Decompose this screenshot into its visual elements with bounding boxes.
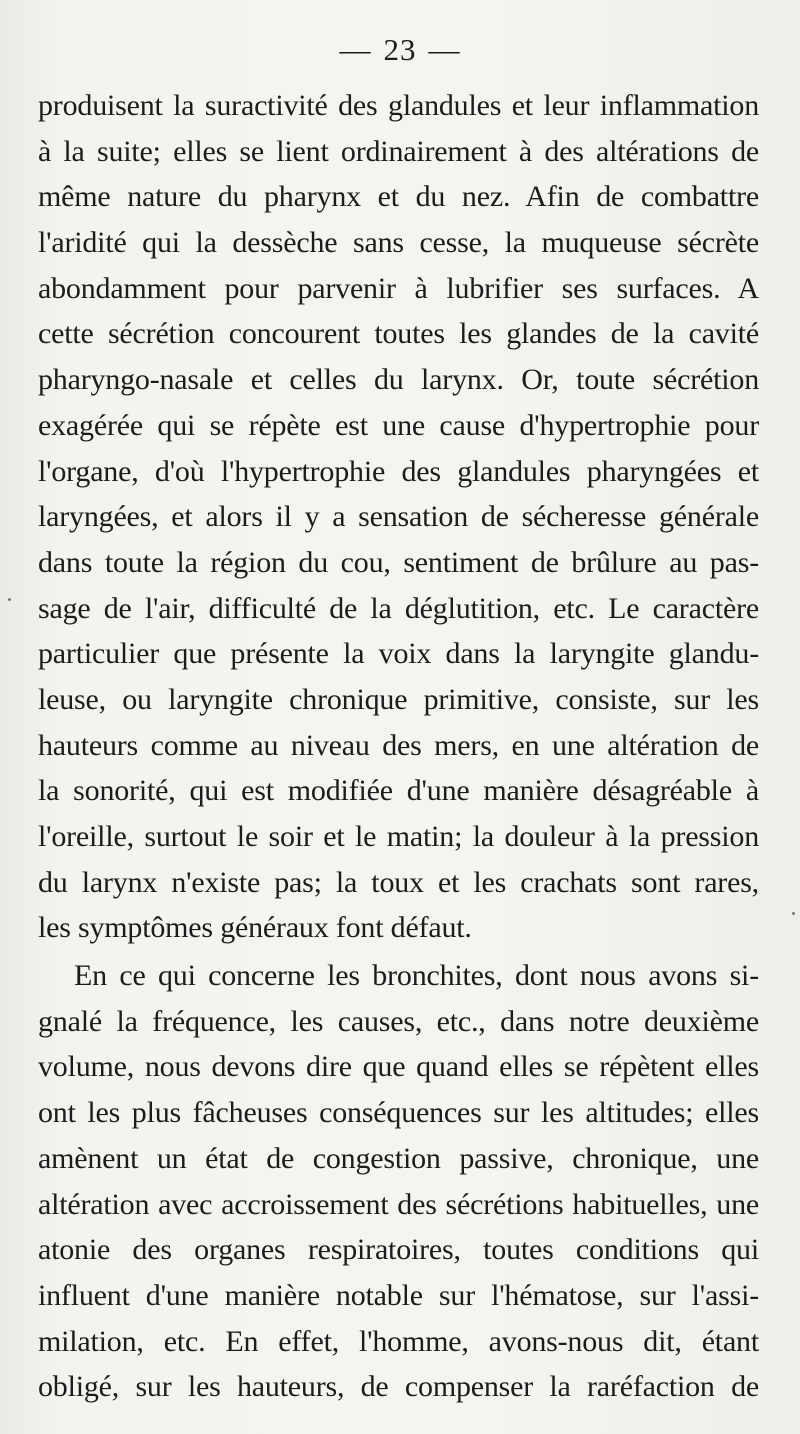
text-line: l'oreille, surtout le soir et le matin; la douleur à la pression bbox=[38, 820, 759, 853]
text-line: laryngées, et alors il y a sensation de sécheresse générale bbox=[38, 500, 759, 534]
text-line: les symptômes généraux font défaut. bbox=[38, 911, 472, 945]
paragraph-2 bbox=[38, 956, 759, 1413]
text-line: hauteurs comme au niveau des mers, en une altération de bbox=[38, 728, 759, 762]
page-number: 23 bbox=[383, 32, 417, 67]
text-line: leuse, ou laryngite chronique primitive, consiste, sur les bbox=[38, 682, 759, 716]
text-line: influent d'une manière notable sur l'hématose, sur l'assi- bbox=[38, 1278, 759, 1312]
text-line: abondamment pour parvenir à lubrifier ses surfaces. A bbox=[38, 271, 759, 305]
page-number-header bbox=[0, 30, 800, 70]
text-line: altération avec accroissement des sécrétions habituelles, une bbox=[38, 1187, 759, 1221]
text-line: volume, nous devons dire que quand elles se répètent elles bbox=[38, 1050, 759, 1084]
text-line: atonie des organes respiratoires, toutes conditions qui bbox=[38, 1233, 759, 1267]
text-line: sage de l'air, difficulté de la déglutition, etc. Le caractère bbox=[38, 591, 759, 625]
print-speck bbox=[792, 912, 795, 915]
folio-dash-left: — bbox=[339, 32, 372, 67]
text-line: gnalé la fréquence, les causes, etc., dans notre deuxième bbox=[38, 1004, 759, 1038]
text-line: particulier que présente la voix dans la laryngite glandu- bbox=[38, 637, 759, 671]
text-line: ont les plus fâcheuses conséquences sur les altitudes; elles bbox=[38, 1096, 759, 1130]
body-text bbox=[38, 86, 759, 1413]
text-line: l'aridité qui la dessèche sans cesse, la muqueuse sécrète bbox=[38, 226, 759, 260]
text-line: produisent la suractivité des glandules et leur inflammation bbox=[38, 89, 759, 122]
text-line: amènent un état de congestion passive, chronique, une bbox=[38, 1141, 759, 1175]
text-line: exagérée qui se répète est une cause d'hypertrophie pour bbox=[38, 408, 759, 442]
text-line: pharyngo-nasale et celles du larynx. Or, toute sécrétion bbox=[38, 363, 759, 397]
text-line: dans toute la région du cou, sentiment de brûlure au pas- bbox=[38, 545, 759, 579]
text-line: En ce qui concerne les bronchites, dont nous avons si- bbox=[74, 959, 759, 993]
folio-dash-right: — bbox=[428, 32, 461, 67]
text-line: milation, etc. En effet, l'homme, avons-nous dit, étant bbox=[38, 1324, 759, 1358]
text-line: à la suite; elles se lient ordinairement à des altérations de bbox=[38, 134, 759, 168]
text-line: l'organe, d'où l'hypertrophie des glandules pharyngées et bbox=[38, 454, 759, 488]
text-line: cette sécrétion concourent toutes les glandes de la cavité bbox=[38, 317, 759, 351]
print-speck bbox=[8, 598, 11, 601]
paragraph-1 bbox=[38, 86, 759, 954]
text-line: même nature du pharynx et du nez. Afin de combattre bbox=[38, 180, 759, 214]
text-line: du larynx n'existe pas; la toux et les crachats sont rares, bbox=[38, 865, 759, 899]
text-line: obligé, sur les hauteurs, de compenser la raréfaction de bbox=[38, 1370, 759, 1404]
text-line: la sonorité, qui est modifiée d'une manière désagréable à bbox=[38, 774, 759, 808]
